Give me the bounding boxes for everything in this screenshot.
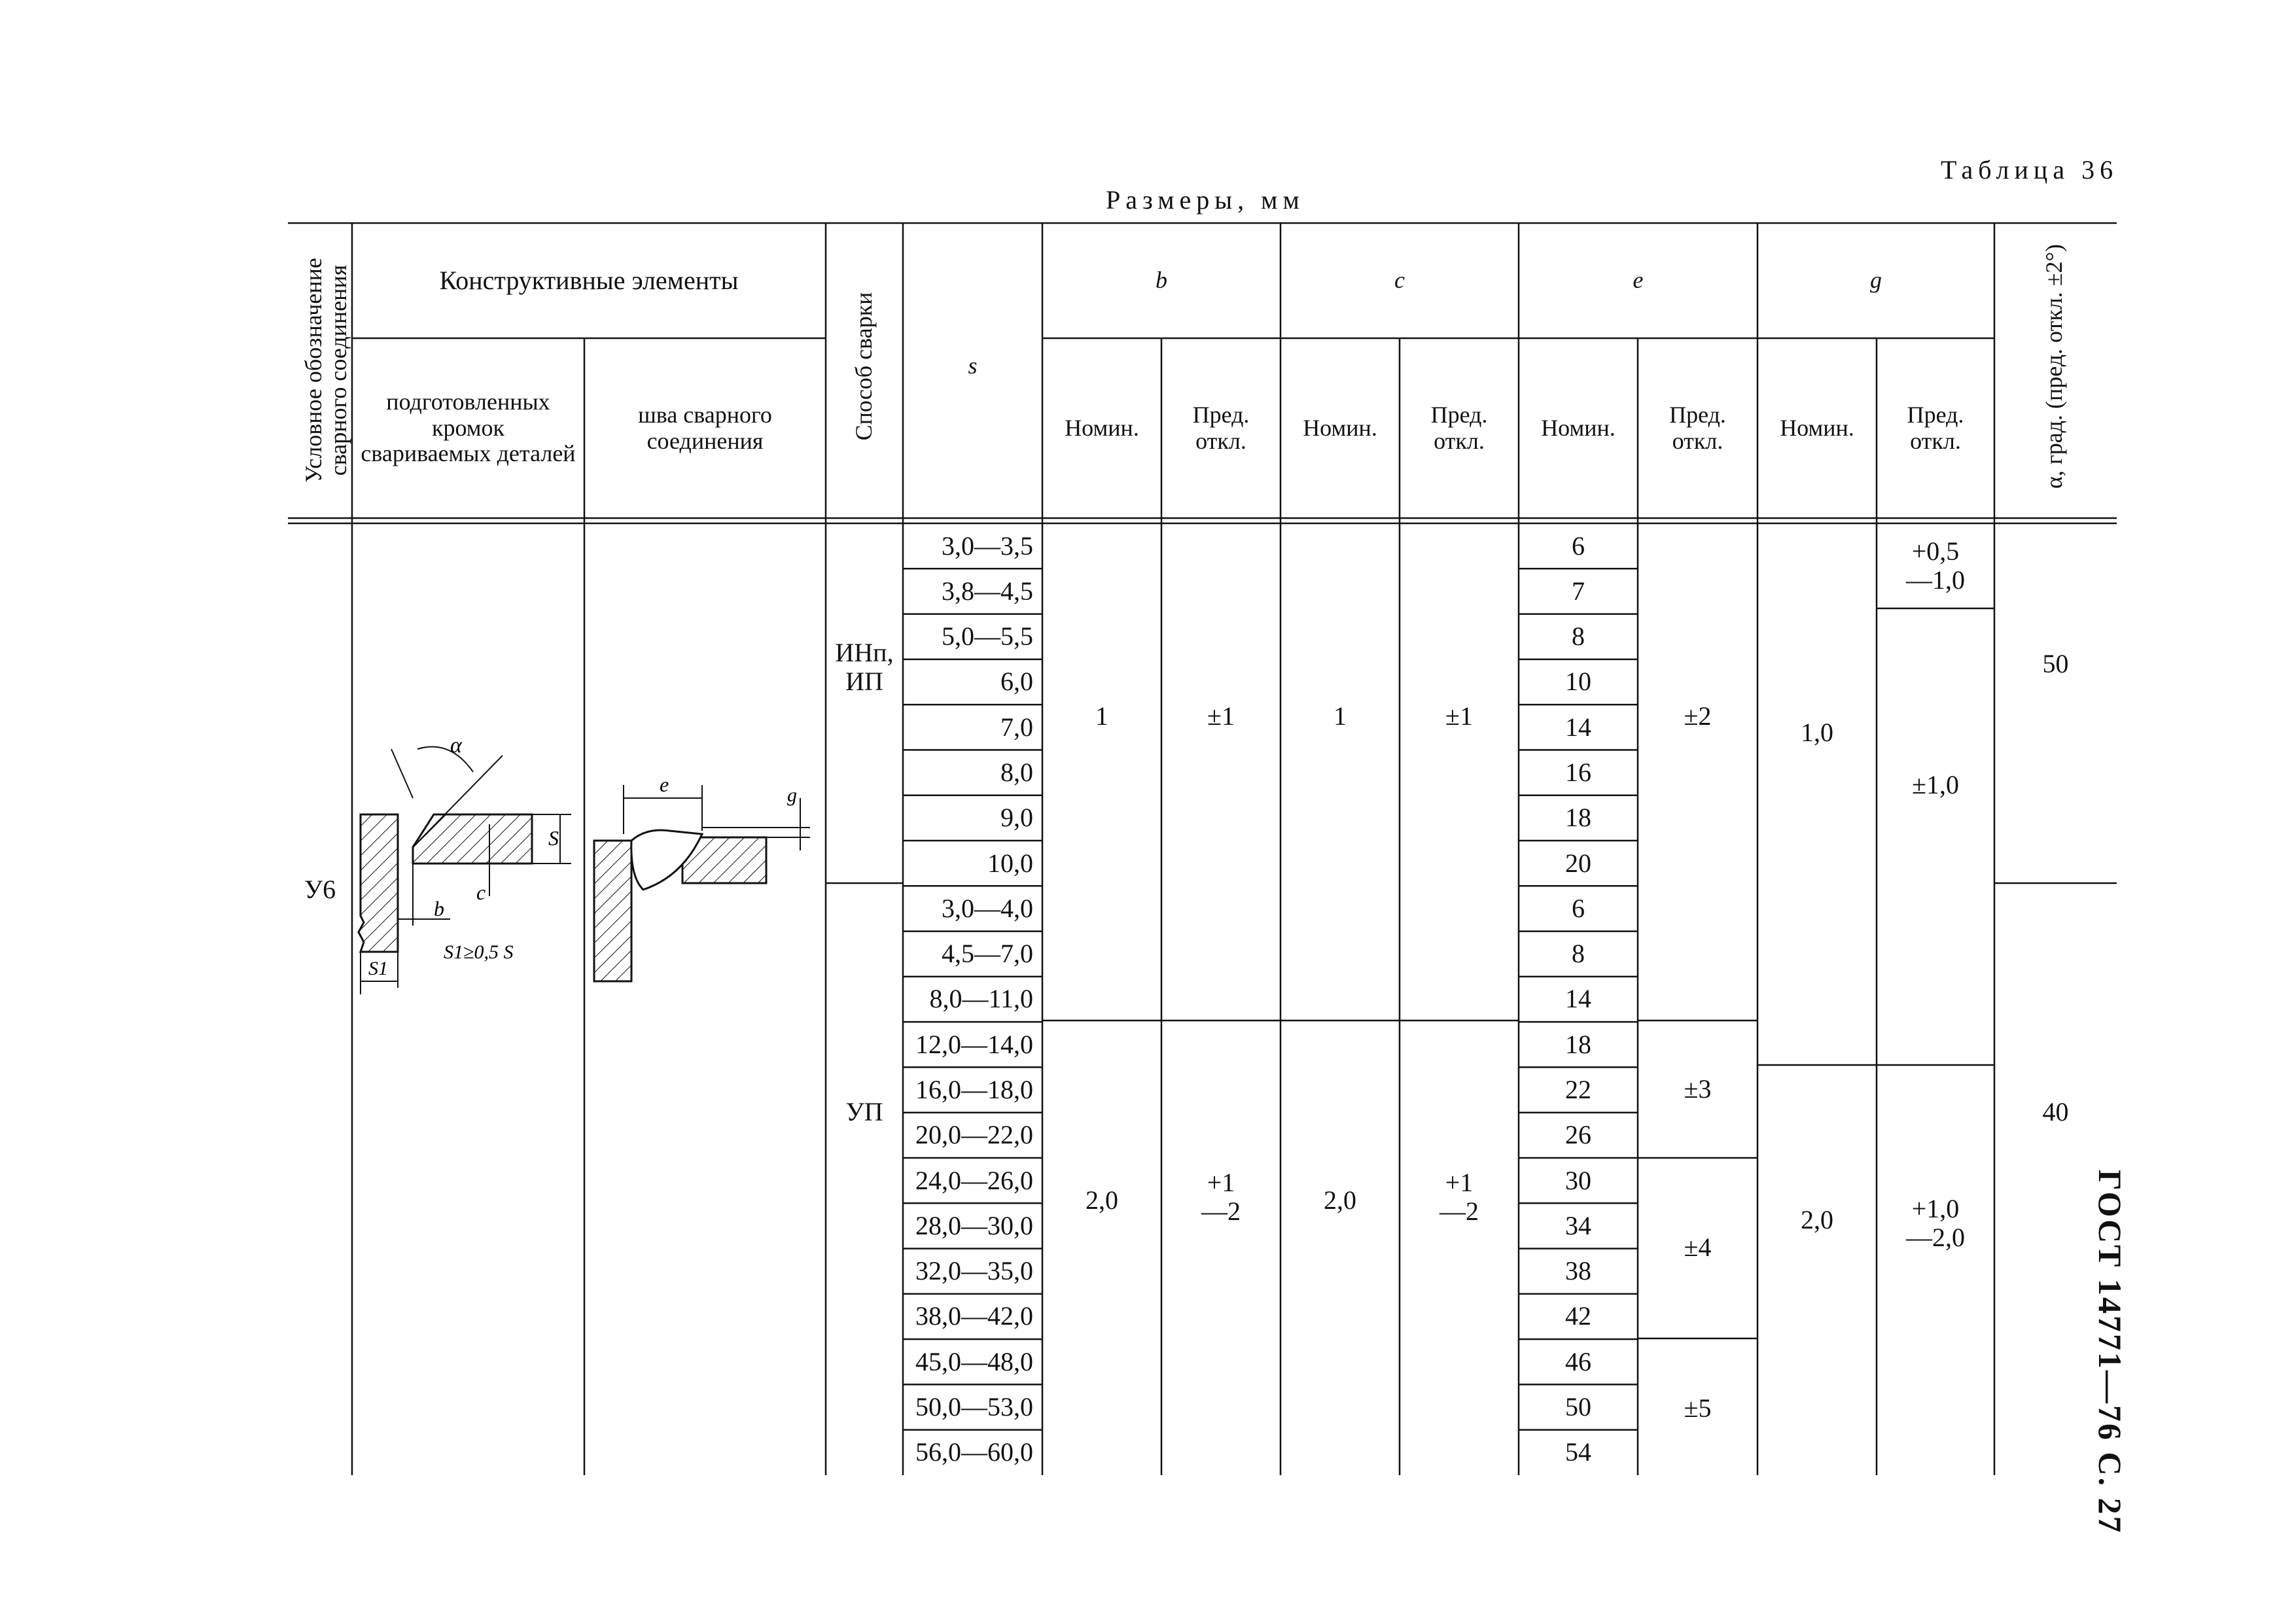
header-c: c — [1394, 267, 1405, 294]
e-nominal-cell: 6 — [1572, 531, 1585, 561]
s-value-cell: 32,0—35,0 — [915, 1256, 1033, 1286]
header-b-dev: Пред. откл. — [1192, 401, 1250, 454]
e-nominal-cell: 42 — [1565, 1301, 1591, 1331]
e-nominal-cell: 14 — [1565, 712, 1591, 742]
s-value-cell: 50,0—53,0 — [915, 1392, 1033, 1422]
b-dev-group1: ±1 — [1207, 701, 1235, 731]
header-g: g — [1870, 267, 1882, 294]
header-g-nom: Номин. — [1780, 414, 1854, 441]
e-nominal-cell: 8 — [1572, 621, 1585, 652]
s-value-cell: 24,0—26,0 — [915, 1165, 1033, 1195]
header-b: b — [1156, 267, 1167, 294]
e-dev-1: ±2 — [1684, 701, 1712, 731]
header-b-nom: Номин. — [1065, 414, 1139, 441]
e-nominal-cell: 20 — [1565, 848, 1591, 878]
s-value-cell: 7,0 — [1000, 712, 1033, 742]
sketch-s1-label: S1 — [368, 958, 388, 979]
method-up: УП — [845, 1097, 883, 1126]
sketch-rule-label: S1≥0,5 S — [444, 941, 514, 963]
s-value-cell: 56,0—60,0 — [915, 1437, 1033, 1467]
g-nom-2: 2,0 — [1801, 1205, 1833, 1234]
e-nominal-cell: 18 — [1565, 803, 1591, 833]
e-nominal-cell: 26 — [1565, 1120, 1591, 1150]
c-dev-group2: +1 —2 — [1439, 1168, 1479, 1226]
header-e: e — [1633, 267, 1644, 294]
alpha-2: 40 — [2042, 1097, 2069, 1126]
sketch-s-label: S — [548, 826, 559, 850]
e-dev-3: ±4 — [1684, 1232, 1712, 1262]
e-nominal-cell: 18 — [1565, 1029, 1591, 1059]
s-value-cell: 8,0—11,0 — [929, 984, 1033, 1014]
e-dev-2: ±3 — [1684, 1074, 1712, 1104]
header-weld-joint: шва сварного соединения — [638, 401, 772, 454]
s-value-cell: 38,0—42,0 — [915, 1301, 1033, 1331]
s-value-cell: 10,0 — [987, 848, 1033, 878]
s-value-cell: 8,0 — [1000, 758, 1033, 788]
s-value-cell: 6,0 — [1000, 667, 1033, 697]
header-constructive-elements: Конструктивные элементы — [439, 266, 739, 295]
e-nominal-cell: 46 — [1565, 1346, 1591, 1376]
b-nom-group1: 1 — [1095, 701, 1108, 731]
alpha-1: 50 — [2042, 649, 2069, 678]
sketch-alpha-label: α — [450, 733, 462, 758]
c-nom-group2: 2,0 — [1324, 1185, 1356, 1215]
sketch-c-label: c — [476, 881, 486, 904]
header-c-dev: Пред. откл. — [1430, 401, 1488, 454]
s-value-cell: 12,0—14,0 — [915, 1029, 1033, 1059]
e-nominal-cell: 54 — [1565, 1437, 1591, 1467]
e-nominal-cell: 22 — [1565, 1075, 1591, 1105]
dimensions-label: Размеры, мм — [1106, 185, 1305, 215]
joint-designation: У6 — [304, 875, 336, 904]
weld-joint-sketch — [584, 523, 826, 1047]
e-nominal-cell: 34 — [1565, 1210, 1591, 1240]
s-value-cell: 20,0—22,0 — [915, 1120, 1033, 1150]
e-nominal-cell: 50 — [1565, 1392, 1591, 1422]
e-nominal-cell: 8 — [1572, 939, 1585, 969]
c-dev-group1: ±1 — [1445, 701, 1473, 731]
s-value-cell: 28,0—30,0 — [915, 1210, 1033, 1240]
s-value-cell: 5,0—5,5 — [942, 621, 1033, 652]
g-nom-1: 1,0 — [1801, 718, 1833, 747]
g-dev-3: +1,0 —2,0 — [1906, 1194, 1965, 1252]
e-nominal-cell: 14 — [1565, 984, 1591, 1014]
e-nominal-cell: 30 — [1565, 1165, 1591, 1195]
sketch-g-label: g — [787, 784, 797, 806]
method-inp-ip: ИНп, ИП — [835, 638, 894, 696]
header-designation: Условное обозначение сварного соединения — [300, 258, 351, 483]
table-label: Таблица 36 — [1941, 155, 2119, 184]
s-value-cell: 4,5—7,0 — [942, 939, 1033, 969]
header-s: s — [968, 353, 978, 379]
e-nominal-cell: 7 — [1572, 576, 1585, 606]
b-nom-group2: 2,0 — [1086, 1185, 1118, 1215]
c-nom-group1: 1 — [1333, 701, 1347, 731]
b-dev-group2: +1 —2 — [1201, 1168, 1241, 1226]
s-value-cell: 45,0—48,0 — [915, 1346, 1033, 1376]
header-prepared-edges: подготовленных кромок свариваемых деталей — [361, 389, 576, 467]
document-side-title: ГОСТ 14771—76 С. 27 — [2092, 1170, 2128, 1535]
e-dev-4: ±5 — [1684, 1393, 1712, 1423]
e-nominal-cell: 38 — [1565, 1256, 1591, 1286]
header-alpha: α, град. (пред. откл. ±2°) — [2041, 244, 2068, 489]
header-e-nom: Номин. — [1541, 414, 1616, 441]
sketch-b-label: b — [434, 897, 444, 920]
e-nominal-cell: 16 — [1565, 758, 1591, 788]
g-dev-2: ±1,0 — [1912, 770, 1959, 799]
g-dev-1: +0,5 —1,0 — [1906, 536, 1965, 595]
prepared-edges-sketch — [352, 523, 584, 1047]
header-g-dev: Пред. откл. — [1907, 401, 1964, 454]
header-e-dev: Пред. откл. — [1669, 401, 1726, 454]
e-nominal-cell: 6 — [1572, 893, 1585, 923]
s-value-cell: 16,0—18,0 — [915, 1075, 1033, 1105]
header-welding-method: Способ сварки — [851, 292, 877, 441]
s-value-cell: 3,8—4,5 — [942, 576, 1033, 606]
s-value-cell: 9,0 — [1000, 803, 1033, 833]
sketch-e-label: e — [660, 773, 669, 796]
s-value-cell: 3,0—4,0 — [942, 893, 1033, 923]
s-value-cell: 3,0—3,5 — [942, 531, 1033, 561]
header-c-nom: Номин. — [1303, 414, 1377, 441]
e-nominal-cell: 10 — [1565, 667, 1591, 697]
